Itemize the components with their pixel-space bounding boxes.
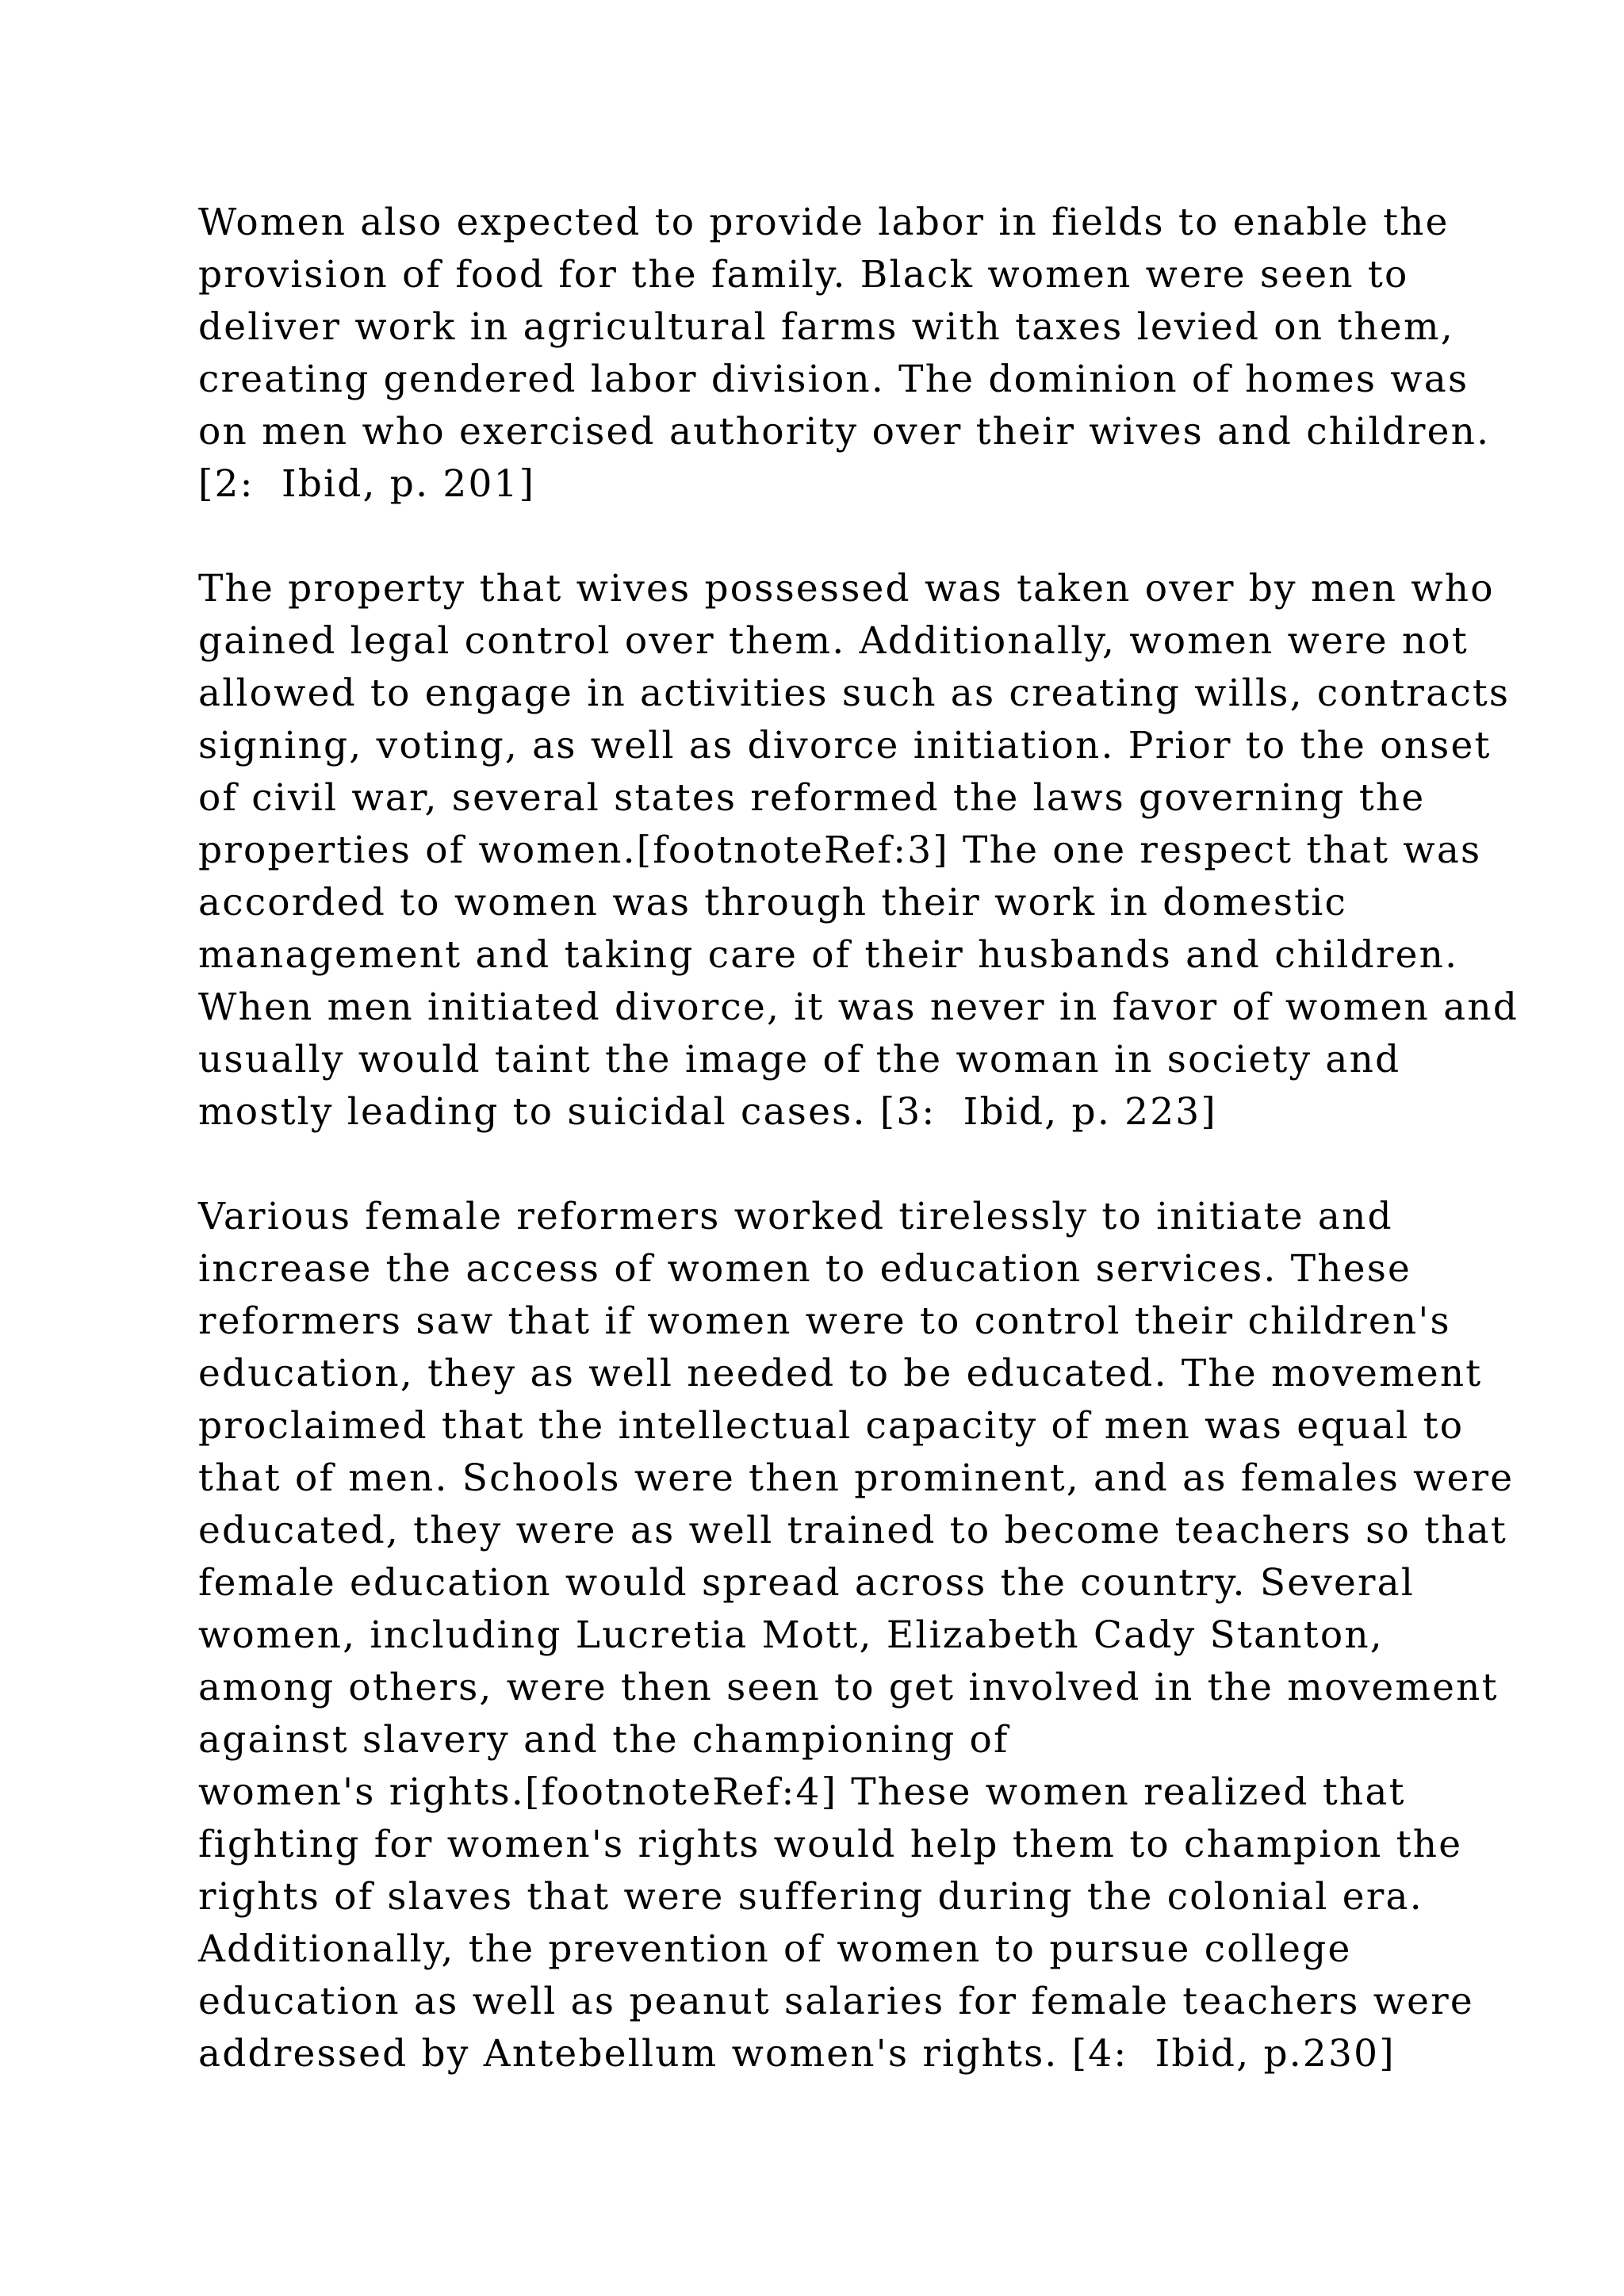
document-body: [198, 197, 1546, 2080]
text-line: against slavery and the championing of: [198, 1718, 1009, 1762]
text-line: signing, voting, as well as divorce initiation. Prior to the onset: [198, 724, 1492, 767]
text-line: fighting for women's rights would help them to champion the: [198, 1823, 1463, 1866]
footnote-line: mostly leading to suicidal cases. [3: Ibid, p. 223]: [198, 1090, 1217, 1134]
text-line: The property that wives possessed was taken over by men who: [198, 567, 1495, 610]
text-line: properties of women.[footnoteRef:3] The one respect that was: [198, 828, 1482, 872]
text-line: education, they as well needed to be educated. The movement: [198, 1352, 1483, 1395]
text-line: gained legal control over them. Additionally, women were not: [198, 619, 1469, 663]
paragraph-1: [198, 197, 1546, 511]
text-line: When men initiated divorce, it was never in favor of women and: [198, 985, 1519, 1029]
text-line: accorded to women was through their work in domestic: [198, 881, 1347, 924]
footnote-line: [2: Ibid, p. 201]: [198, 462, 536, 506]
text-line: allowed to engage in activities such as creating wills, contracts: [198, 672, 1511, 715]
text-line: management and taking care of their husbands and children.: [198, 933, 1459, 977]
text-line: among others, were then seen to get involved in the movement: [198, 1666, 1499, 1709]
text-line: rights of slaves that were suffering during the colonial era.: [198, 1875, 1423, 1919]
text-line: usually would taint the image of the woman in society and: [198, 1038, 1401, 1081]
text-line: increase the access of women to education services. These: [198, 1247, 1412, 1291]
text-line: education as well as peanut salaries for female teachers were: [198, 1980, 1474, 2023]
text-line: Additionally, the prevention of women to pursue college: [198, 1927, 1352, 1971]
text-line: educated, they were as well trained to become teachers so that: [198, 1509, 1508, 1552]
paragraph-3: [198, 1191, 1546, 2080]
text-line: women's rights.[footnoteRef:4] These women realized that: [198, 1770, 1406, 1814]
text-line: women, including Lucretia Mott, Elizabeth Cady Stanton,: [198, 1613, 1384, 1657]
footnote-line: addressed by Antebellum women's rights. [4: Ibid, p.230]: [198, 2032, 1396, 2076]
text-line: on men who exercised authority over their wives and children.: [198, 410, 1491, 453]
text-line: deliver work in agricultural farms with taxes levied on them,: [198, 305, 1454, 349]
paragraph-spacer: [198, 1138, 1546, 1191]
text-line: reformers saw that if women were to control their children's: [198, 1299, 1451, 1343]
text-line: proclaimed that the intellectual capacity of men was equal to: [198, 1404, 1465, 1448]
text-line: female education would spread across the country. Several: [198, 1561, 1415, 1605]
text-line: of civil war, several states reformed the laws governing the: [198, 776, 1426, 820]
text-line: creating gendered labor division. The dominion of homes was: [198, 358, 1469, 401]
paragraph-2: [198, 563, 1546, 1138]
text-line: Women also expected to provide labor in fields to enable the: [198, 201, 1450, 244]
paragraph-spacer: [198, 511, 1546, 563]
text-line: provision of food for the family. Black women were seen to: [198, 253, 1409, 297]
text-line: Various female reformers worked tirelessly to initiate and: [198, 1195, 1393, 1238]
text-line: that of men. Schools were then prominent, and as females were: [198, 1456, 1515, 1500]
